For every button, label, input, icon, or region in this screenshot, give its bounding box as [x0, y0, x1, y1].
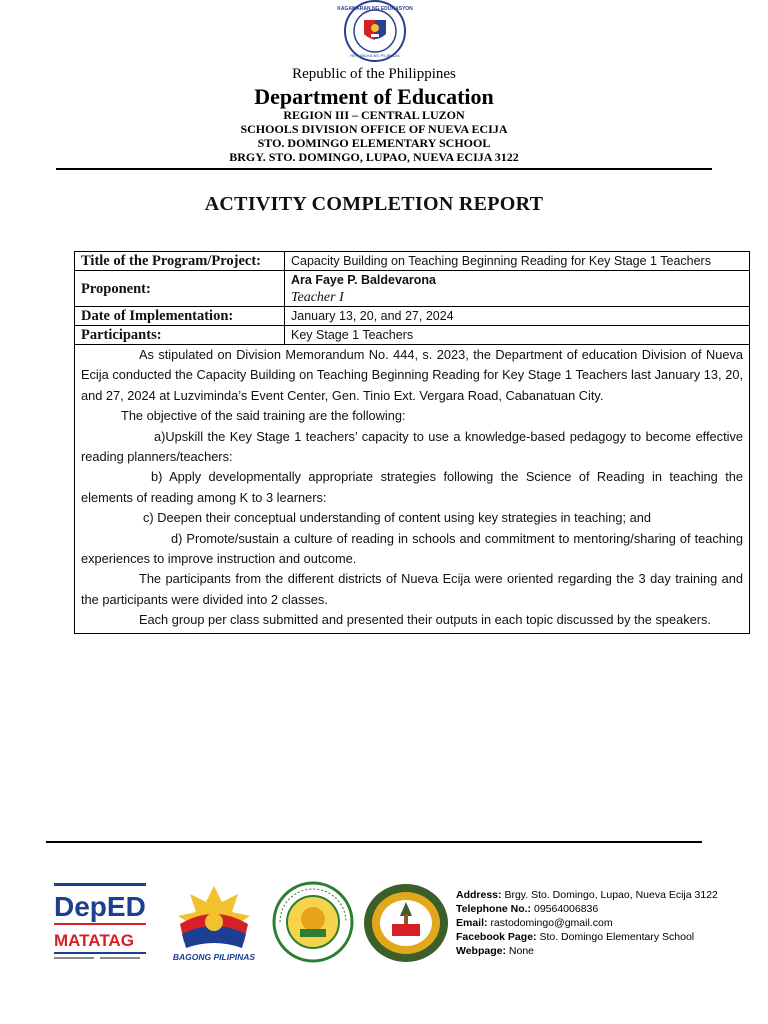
email-label: Email: [456, 917, 488, 929]
webpage-label: Webpage: [456, 945, 506, 957]
facebook-label: Facebook Page: [456, 931, 537, 943]
report-title: ACTIVITY COMPLETION REPORT [204, 193, 544, 215]
svg-text:KAGAWARAN NG EDUKASYON: KAGAWARAN NG EDUKASYON [337, 6, 413, 12]
school-seal [362, 882, 450, 964]
contact-webpage [456, 944, 718, 958]
email-value: rastodomingo@gmail.com [490, 917, 613, 929]
report-table [74, 251, 750, 634]
header-divider [56, 168, 712, 170]
participants-value: Key Stage 1 Teachers [285, 326, 750, 345]
svg-text:REPUBLIKA NG PILIPINAS: REPUBLIKA NG PILIPINAS [350, 53, 400, 58]
webpage-value: None [508, 945, 535, 957]
facebook-value: Sto. Domingo Elementary School [539, 931, 695, 943]
contact-address [456, 888, 718, 902]
contact-info [456, 888, 718, 958]
sdo-nueva-ecija-seal [272, 881, 354, 963]
table-row [75, 326, 750, 345]
division-line: SCHOOLS DIVISION OFFICE OF NUEVA ECIJA [240, 122, 508, 136]
date-value: January 13, 20, and 27, 2024 [285, 307, 750, 326]
contact-facebook [456, 930, 718, 944]
title-label: Title of the Program/Project: [75, 252, 285, 271]
deped-wordmark: DepED [54, 891, 146, 922]
deped-matatag-logo [52, 882, 148, 962]
objective-a: a)Upskill the Key Stage 1 teachers’ capacity to use a knowledge-based pedagogy to become effective reading planners/teachers: [81, 428, 743, 465]
table-row [75, 271, 750, 307]
address-value: Brgy. Sto. Domingo, Lupao, Nueva Ecija 3122 [504, 889, 718, 901]
narrative-paragraph: As stipulated on Division Memorandum No. 444, s. 2023, the Department of education Division of Nueva Ecija conducted the Capacity Building on Teaching Beginning Reading for Key Stage 1 Teachers last January 13, 20, and 27, 2024 at Luzviminda’s Event Center, Gen. Tinio Ext. Vergara Road, Cabanatuan City. [81, 347, 743, 403]
narrative-paragraph: The objective of the said training are the following: [121, 408, 406, 424]
address-label: Address: [456, 889, 502, 901]
objective-d: d) Promote/sustain a culture of reading in schools and commitment to mentoring/sharing of teaching experiences to improve instruction and outcome. [81, 530, 743, 567]
table-row [75, 307, 750, 326]
proponent-name: Ara Faye P. Baldevarona [291, 273, 436, 287]
school-line: STO. DOMINGO ELEMENTARY SCHOOL [257, 136, 491, 150]
deped-seal-logo [334, 0, 416, 62]
footer-divider [46, 841, 702, 843]
narrative-paragraph: The participants from the different districts of Nueva Ecija were oriented regarding the 3 day training and the participants were divided into 2 classes. [81, 571, 743, 607]
republic-line: Republic of the Philippines [292, 66, 456, 82]
proponent-position: Teacher I [291, 290, 344, 305]
contact-email [456, 916, 718, 930]
bagong-pilipinas-text: BAGONG PILIPINAS [172, 952, 256, 962]
telephone-value: 09564006836 [533, 903, 599, 915]
department-name: Department of Education [254, 84, 494, 109]
region-line: REGION III – CENTRAL LUZON [283, 108, 465, 122]
participants-label: Participants: [75, 326, 285, 345]
title-value: Capacity Building on Teaching Beginning Reading for Key Stage 1 Teachers [285, 252, 750, 271]
proponent-label: Proponent: [75, 271, 285, 307]
telephone-label: Telephone No.: [456, 903, 532, 915]
bagong-pilipinas-logo [170, 880, 258, 962]
narrative-paragraph: Each group per class submitted and presented their outputs in each topic discussed by the speakers. [139, 612, 711, 628]
matatag-wordmark: MATATAG [54, 931, 134, 950]
proponent-value [285, 271, 750, 307]
date-label: Date of Implementation: [75, 307, 285, 326]
contact-telephone [456, 902, 718, 916]
table-row [75, 252, 750, 271]
table-row [75, 345, 750, 634]
narrative-cell [75, 345, 750, 634]
objective-b: b) Apply developmentally appropriate strategies following the Science of Reading in teaching the elements of reading among K to 3 learners: [81, 469, 743, 505]
objective-c: c) Deepen their conceptual understanding of content using key strategies in teaching; and [143, 510, 651, 526]
address-line: BRGY. STO. DOMINGO, LUPAO, NUEVA ECIJA 3122 [229, 150, 519, 164]
